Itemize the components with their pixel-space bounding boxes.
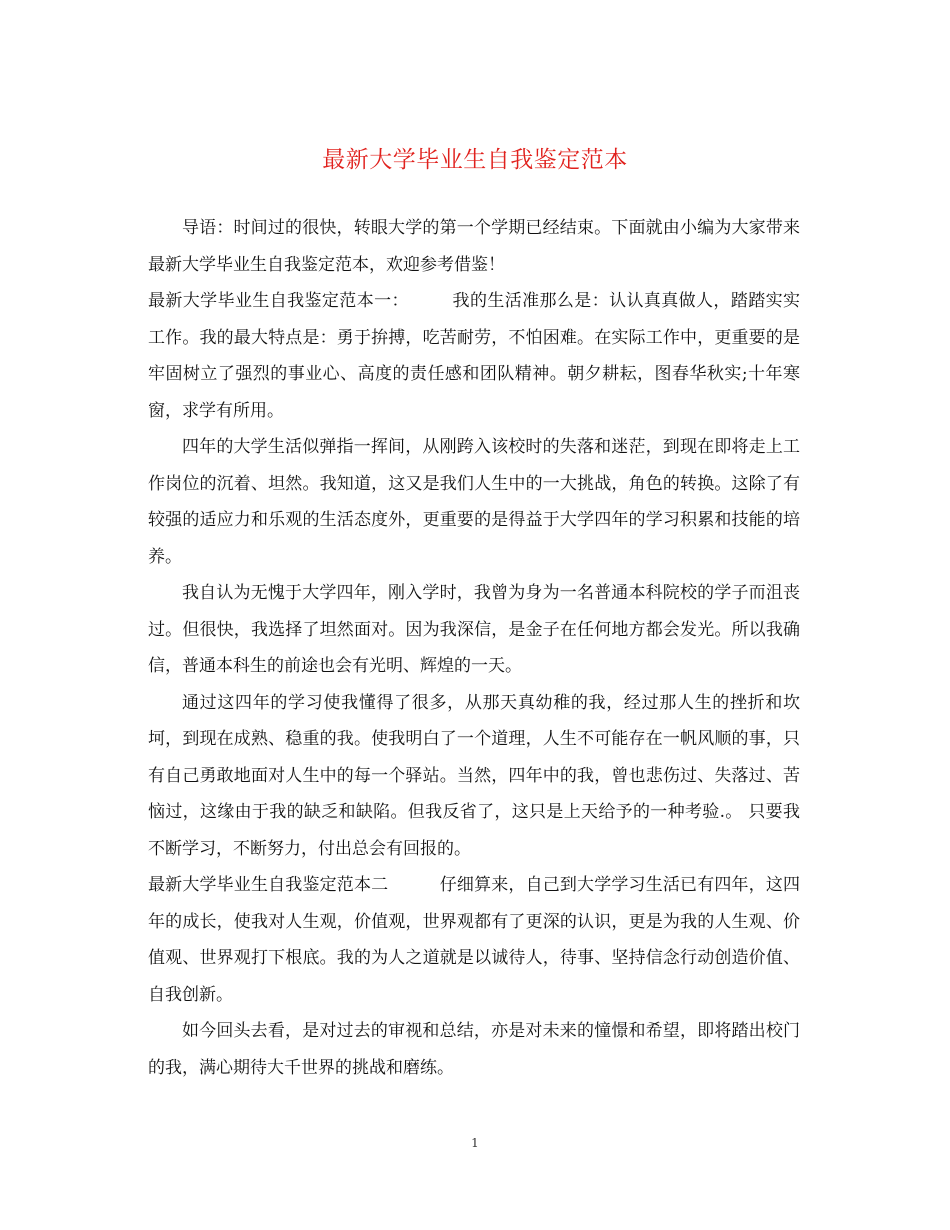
document-title: 最新大学毕业生自我鉴定范本 bbox=[322, 147, 628, 173]
page-number: 1 bbox=[471, 1136, 479, 1150]
paragraph-self-assessment: 我自认为无愧于大学四年，刚入学时，我曾为身为一名普通本科院校的学子而沮丧过。但很快，我选择了坦然面对。因为我深信，是金子在任何地方都会发光。所以我确信，普通本科生的前途也会有光明、辉煌的一天。 bbox=[148, 583, 800, 676]
paragraph-intro: 导语：时间过的很快，转眼大学的第一个学期已经结束。下面就由小编为大家带来最新大学毕业生自我鉴定范本，欢迎参考借鉴！ bbox=[148, 218, 800, 275]
paragraph-four-years: 四年的大学生活似弹指一挥间，从刚跨入该校时的失落和迷茫，到现在即将走上工作岗位的沉着、坦然。我知道，这又是我们人生中的一大挑战，角色的转换。这除了有较强的适应力和乐观的生活态度外，更重要的是得益于大学四年的学习积累和技能的培养。 bbox=[148, 437, 800, 567]
paragraph-growth: 通过这四年的学习使我懂得了很多，从那天真幼稚的我，经过那人生的挫折和坎坷，到现在成熟、稳重的我。使我明白了一个道理，人生不可能存在一帆风顺的事，只有自己勇敢地面对人生中的每一个驿站。当然，四年中的我，曾也悲伤过、失落过、苦恼过，这缘由于我的缺乏和缺陷。但我反省了，这只是上天给予的一种考验.。 只要我不断学习，不断努力，付出总会有回报的。 bbox=[148, 692, 800, 859]
document-body bbox=[148, 210, 800, 1086]
paragraph-sample-two: 最新大学毕业生自我鉴定范本二 仔细算来，自己到大学学习生活已有四年，这四年的成长，使我对人生观，价值观，世界观都有了更深的认识，更是为我的人生观、价值观、世界观打下根底。我的为人之道就是以诚待人，待事、坚持信念行动创造价值、自我创新。 bbox=[148, 875, 800, 1005]
paragraph-conclusion: 如今回头去看，是对过去的审视和总结，亦是对未来的憧憬和希望，即将踏出校门的我，满心期待大千世界的挑战和磨练。 bbox=[148, 1021, 800, 1078]
paragraph-sample-one: 最新大学毕业生自我鉴定范本一： 我的生活准那么是：认认真真做人，踏踏实实工作。我的最大特点是：勇于拚搏，吃苦耐劳，不怕困难。在实际工作中，更重要的是牢固树立了强烈的事业心、高度的责任感和团队精神。朝夕耕耘，图春华秋实;十年寒窗，求学有所用。 bbox=[148, 291, 800, 421]
